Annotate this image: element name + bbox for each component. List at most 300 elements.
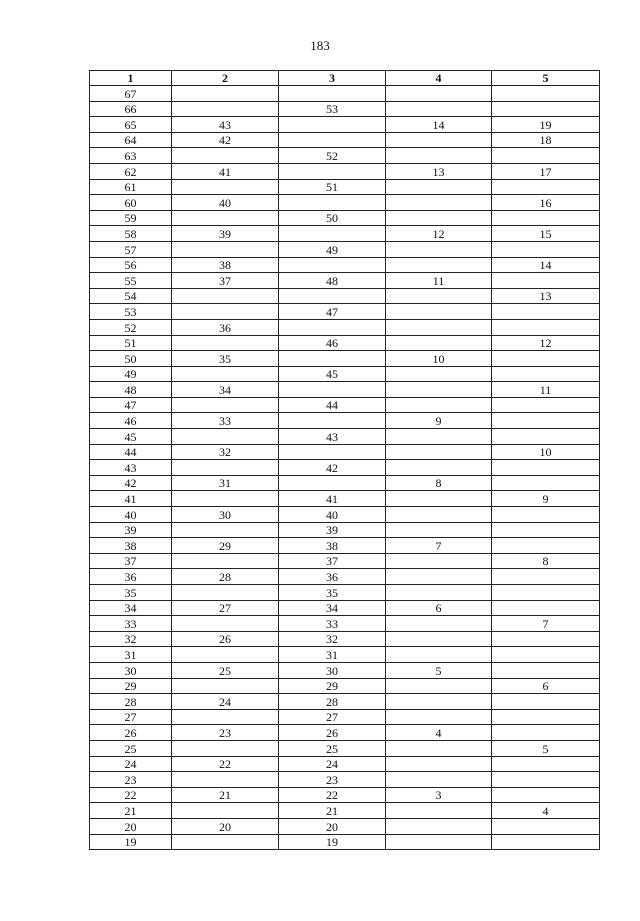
table-cell-col2: 37 (172, 273, 279, 289)
table-cell-col1: 58 (90, 226, 172, 242)
table-cell-col2 (172, 304, 279, 320)
table-cell-col5 (492, 662, 600, 678)
table-cell-col2 (172, 616, 279, 632)
table-cell-col4 (386, 210, 492, 226)
table-cell-col3: 27 (279, 709, 386, 725)
table-cell-col3 (279, 351, 386, 367)
table-cell-col5 (492, 101, 600, 117)
table-cell-col1: 33 (90, 616, 172, 632)
table-cell-col5: 6 (492, 678, 600, 694)
table-cell-col1: 65 (90, 117, 172, 133)
table-header (90, 71, 600, 86)
table-row (90, 647, 600, 663)
table-cell-col2 (172, 772, 279, 788)
table-cell-col2: 31 (172, 475, 279, 491)
table-cell-col4 (386, 444, 492, 460)
table-cell-col4 (386, 257, 492, 273)
table-cell-col1: 45 (90, 429, 172, 445)
table-cell-col4 (386, 195, 492, 211)
table-row (90, 382, 600, 398)
table-cell-col2 (172, 366, 279, 382)
table-row (90, 803, 600, 819)
table-cell-col4 (386, 335, 492, 351)
table-cell-col4 (386, 491, 492, 507)
table-row (90, 507, 600, 523)
table-row (90, 319, 600, 335)
table-row (90, 678, 600, 694)
table-cell-col4 (386, 319, 492, 335)
table-cell-col5 (492, 241, 600, 257)
table-cell-col4 (386, 101, 492, 117)
table-cell-col4: 5 (386, 662, 492, 678)
table-cell-col2: 28 (172, 569, 279, 585)
table-cell-col3 (279, 288, 386, 304)
page-number: 183 (310, 38, 330, 53)
table-cell-col5 (492, 273, 600, 289)
table-cell-col3: 35 (279, 585, 386, 601)
table-row (90, 460, 600, 476)
table-row (90, 413, 600, 429)
table-cell-col3 (279, 444, 386, 460)
table-cell-col2: 32 (172, 444, 279, 460)
table-cell-col5: 15 (492, 226, 600, 242)
table-cell-col1: 21 (90, 803, 172, 819)
table-cell-col3 (279, 226, 386, 242)
table-cell-col5 (492, 148, 600, 164)
table-cell-col5 (492, 569, 600, 585)
table-cell-col5 (492, 631, 600, 647)
table-cell-col3: 49 (279, 241, 386, 257)
table-cell-col4: 7 (386, 538, 492, 554)
table-cell-col4: 6 (386, 600, 492, 616)
table-row (90, 132, 600, 148)
table-cell-col4: 13 (386, 163, 492, 179)
table-cell-col2: 36 (172, 319, 279, 335)
table-cell-col1: 62 (90, 163, 172, 179)
table-cell-col3: 32 (279, 631, 386, 647)
table-cell-col5 (492, 818, 600, 834)
table-cell-col2 (172, 585, 279, 601)
table-cell-col5: 19 (492, 117, 600, 133)
table-cell-col3: 21 (279, 803, 386, 819)
table-cell-col1: 56 (90, 257, 172, 273)
table-cell-col3 (279, 86, 386, 102)
table-cell-col3 (279, 195, 386, 211)
column-header-1: 1 (90, 71, 172, 86)
table-cell-col1: 67 (90, 86, 172, 102)
table-cell-col2 (172, 429, 279, 445)
column-header-2: 2 (172, 71, 279, 86)
table-cell-col3: 28 (279, 694, 386, 710)
table-cell-col1: 20 (90, 818, 172, 834)
table-row (90, 491, 600, 507)
table-row (90, 351, 600, 367)
table-cell-col3: 33 (279, 616, 386, 632)
table-cell-col1: 52 (90, 319, 172, 335)
table-row (90, 335, 600, 351)
table-cell-col3: 48 (279, 273, 386, 289)
table-cell-col1: 36 (90, 569, 172, 585)
table-cell-col4 (386, 460, 492, 476)
table-cell-col4 (386, 553, 492, 569)
table-cell-col1: 43 (90, 460, 172, 476)
table-cell-col4 (386, 803, 492, 819)
data-table (89, 70, 600, 850)
table-row (90, 787, 600, 803)
table-cell-col5: 8 (492, 553, 600, 569)
table-row (90, 585, 600, 601)
table-cell-col5 (492, 647, 600, 663)
table-row (90, 366, 600, 382)
table-row (90, 179, 600, 195)
table-cell-col1: 32 (90, 631, 172, 647)
table-cell-col2: 30 (172, 507, 279, 523)
table-cell-col1: 26 (90, 725, 172, 741)
table-cell-col1: 22 (90, 787, 172, 803)
table-cell-col4 (386, 631, 492, 647)
table-row (90, 709, 600, 725)
table-row (90, 600, 600, 616)
table-cell-col3 (279, 475, 386, 491)
table-cell-col1: 63 (90, 148, 172, 164)
table-cell-col4 (386, 834, 492, 850)
table-cell-col3 (279, 319, 386, 335)
table-row (90, 694, 600, 710)
table-cell-col3: 36 (279, 569, 386, 585)
table-cell-col4 (386, 132, 492, 148)
table-container (89, 70, 599, 850)
table-cell-col1: 35 (90, 585, 172, 601)
table-row (90, 756, 600, 772)
table-cell-col2: 23 (172, 725, 279, 741)
table-cell-col3: 46 (279, 335, 386, 351)
table-cell-col1: 42 (90, 475, 172, 491)
table-cell-col5 (492, 319, 600, 335)
table-cell-col2: 24 (172, 694, 279, 710)
table-cell-col3: 53 (279, 101, 386, 117)
table-row (90, 226, 600, 242)
table-cell-col2 (172, 179, 279, 195)
table-row (90, 397, 600, 413)
table-cell-col4 (386, 304, 492, 320)
table-row (90, 273, 600, 289)
table-cell-col1: 48 (90, 382, 172, 398)
table-cell-col3: 23 (279, 772, 386, 788)
table-cell-col4 (386, 740, 492, 756)
table-cell-col5 (492, 475, 600, 491)
table-cell-col4 (386, 616, 492, 632)
table-cell-col3: 34 (279, 600, 386, 616)
table-cell-col4 (386, 585, 492, 601)
table-cell-col5 (492, 787, 600, 803)
table-cell-col1: 46 (90, 413, 172, 429)
table-cell-col3: 31 (279, 647, 386, 663)
table-cell-col2 (172, 491, 279, 507)
table-cell-col3: 45 (279, 366, 386, 382)
table-cell-col4 (386, 507, 492, 523)
table-cell-col2: 34 (172, 382, 279, 398)
table-cell-col3 (279, 117, 386, 133)
table-cell-col2: 35 (172, 351, 279, 367)
table-row (90, 553, 600, 569)
table-cell-col3 (279, 132, 386, 148)
table-cell-col3: 37 (279, 553, 386, 569)
table-cell-col3 (279, 382, 386, 398)
table-cell-col2 (172, 709, 279, 725)
table-cell-col2: 41 (172, 163, 279, 179)
table-cell-col3: 39 (279, 522, 386, 538)
table-cell-col1: 41 (90, 491, 172, 507)
table-cell-col5 (492, 429, 600, 445)
table-cell-col2: 42 (172, 132, 279, 148)
table-cell-col2 (172, 834, 279, 850)
table-cell-col2: 20 (172, 818, 279, 834)
table-cell-col5 (492, 834, 600, 850)
table-cell-col4 (386, 86, 492, 102)
table-cell-col2 (172, 210, 279, 226)
table-cell-col1: 23 (90, 772, 172, 788)
table-cell-col3: 42 (279, 460, 386, 476)
table-row (90, 834, 600, 850)
table-cell-col5: 4 (492, 803, 600, 819)
table-cell-col3: 26 (279, 725, 386, 741)
table-cell-col2: 39 (172, 226, 279, 242)
table-cell-col4: 3 (386, 787, 492, 803)
table-cell-col5: 16 (492, 195, 600, 211)
table-row (90, 101, 600, 117)
table-cell-col3 (279, 257, 386, 273)
table-cell-col4 (386, 397, 492, 413)
table-row (90, 818, 600, 834)
table-cell-col1: 44 (90, 444, 172, 460)
table-cell-col5 (492, 725, 600, 741)
table-cell-col1: 25 (90, 740, 172, 756)
table-cell-col5 (492, 600, 600, 616)
table-cell-col1: 55 (90, 273, 172, 289)
table-cell-col5 (492, 585, 600, 601)
table-cell-col5 (492, 397, 600, 413)
table-cell-col3: 44 (279, 397, 386, 413)
column-header-5: 5 (492, 71, 600, 86)
table-cell-col3: 24 (279, 756, 386, 772)
header-row (90, 71, 600, 86)
table-cell-col2: 26 (172, 631, 279, 647)
table-cell-col2 (172, 803, 279, 819)
table-row (90, 86, 600, 102)
table-cell-col4: 8 (386, 475, 492, 491)
table-cell-col4 (386, 818, 492, 834)
table-cell-col1: 53 (90, 304, 172, 320)
table-cell-col2 (172, 522, 279, 538)
table-row (90, 444, 600, 460)
table-cell-col3: 30 (279, 662, 386, 678)
table-cell-col5: 12 (492, 335, 600, 351)
table-cell-col2 (172, 288, 279, 304)
table-cell-col5 (492, 522, 600, 538)
table-cell-col4 (386, 756, 492, 772)
table-cell-col5: 5 (492, 740, 600, 756)
table-cell-col5 (492, 709, 600, 725)
table-cell-col3: 38 (279, 538, 386, 554)
table-cell-col2 (172, 678, 279, 694)
table-cell-col4 (386, 429, 492, 445)
table-cell-col1: 40 (90, 507, 172, 523)
table-cell-col4 (386, 678, 492, 694)
table-cell-col4 (386, 366, 492, 382)
table-cell-col4 (386, 288, 492, 304)
table-cell-col2 (172, 241, 279, 257)
table-cell-col5: 18 (492, 132, 600, 148)
table-cell-col4 (386, 709, 492, 725)
table-cell-col4: 14 (386, 117, 492, 133)
table-cell-col4 (386, 772, 492, 788)
table-cell-col5 (492, 413, 600, 429)
table-row (90, 148, 600, 164)
table-row (90, 195, 600, 211)
table-cell-col2: 25 (172, 662, 279, 678)
table-cell-col4 (386, 179, 492, 195)
table-cell-col1: 47 (90, 397, 172, 413)
table-cell-col2: 22 (172, 756, 279, 772)
table-cell-col3: 40 (279, 507, 386, 523)
table-cell-col2 (172, 397, 279, 413)
table-cell-col1: 34 (90, 600, 172, 616)
table-row (90, 304, 600, 320)
table-cell-col5 (492, 366, 600, 382)
table-cell-col5: 9 (492, 491, 600, 507)
table-cell-col1: 39 (90, 522, 172, 538)
table-cell-col2: 29 (172, 538, 279, 554)
table-cell-col3 (279, 163, 386, 179)
table-row (90, 725, 600, 741)
table-cell-col1: 51 (90, 335, 172, 351)
table-row (90, 475, 600, 491)
table-cell-col4: 11 (386, 273, 492, 289)
table-row (90, 522, 600, 538)
table-cell-col1: 64 (90, 132, 172, 148)
table-cell-col5 (492, 756, 600, 772)
table-cell-col2 (172, 460, 279, 476)
table-cell-col4 (386, 382, 492, 398)
table-cell-col2 (172, 86, 279, 102)
table-cell-col1: 28 (90, 694, 172, 710)
table-row (90, 210, 600, 226)
table-cell-col3: 52 (279, 148, 386, 164)
table-row (90, 740, 600, 756)
table-cell-col1: 24 (90, 756, 172, 772)
table-cell-col2 (172, 740, 279, 756)
table-cell-col4 (386, 647, 492, 663)
table-cell-col1: 50 (90, 351, 172, 367)
table-cell-col1: 60 (90, 195, 172, 211)
table-cell-col1: 61 (90, 179, 172, 195)
table-row (90, 163, 600, 179)
table-cell-col3: 50 (279, 210, 386, 226)
table-cell-col5 (492, 460, 600, 476)
table-cell-col3: 47 (279, 304, 386, 320)
table-cell-col1: 31 (90, 647, 172, 663)
table-cell-col5 (492, 179, 600, 195)
table-cell-col3: 22 (279, 787, 386, 803)
table-cell-col2 (172, 148, 279, 164)
table-cell-col1: 38 (90, 538, 172, 554)
table-cell-col4 (386, 148, 492, 164)
column-header-3: 3 (279, 71, 386, 86)
table-row (90, 429, 600, 445)
table-cell-col1: 37 (90, 553, 172, 569)
table-cell-col3: 25 (279, 740, 386, 756)
table-cell-col4 (386, 694, 492, 710)
table-cell-col4 (386, 569, 492, 585)
table-cell-col5 (492, 507, 600, 523)
table-cell-col1: 29 (90, 678, 172, 694)
table-cell-col1: 49 (90, 366, 172, 382)
table-cell-col3: 19 (279, 834, 386, 850)
table-cell-col2: 33 (172, 413, 279, 429)
table-cell-col5 (492, 538, 600, 554)
table-cell-col2: 27 (172, 600, 279, 616)
table-cell-col1: 57 (90, 241, 172, 257)
table-cell-col5 (492, 351, 600, 367)
table-row (90, 117, 600, 133)
table-cell-col1: 66 (90, 101, 172, 117)
table-cell-col2: 21 (172, 787, 279, 803)
table-cell-col2 (172, 647, 279, 663)
table-cell-col2: 40 (172, 195, 279, 211)
table-row (90, 569, 600, 585)
table-cell-col5 (492, 210, 600, 226)
table-cell-col5: 7 (492, 616, 600, 632)
table-cell-col1: 27 (90, 709, 172, 725)
table-cell-col2: 38 (172, 257, 279, 273)
table-cell-col2 (172, 553, 279, 569)
table-body (90, 86, 600, 850)
table-row (90, 662, 600, 678)
table-cell-col5 (492, 694, 600, 710)
table-row (90, 538, 600, 554)
table-cell-col5: 13 (492, 288, 600, 304)
table-cell-col5 (492, 772, 600, 788)
table-row (90, 772, 600, 788)
table-cell-col2: 43 (172, 117, 279, 133)
column-header-4: 4 (386, 71, 492, 86)
table-cell-col3: 51 (279, 179, 386, 195)
table-cell-col5: 17 (492, 163, 600, 179)
table-cell-col1: 59 (90, 210, 172, 226)
table-cell-col5 (492, 86, 600, 102)
table-cell-col5: 10 (492, 444, 600, 460)
table-cell-col4: 10 (386, 351, 492, 367)
table-row (90, 288, 600, 304)
table-cell-col1: 19 (90, 834, 172, 850)
table-row (90, 616, 600, 632)
table-cell-col3: 43 (279, 429, 386, 445)
table-cell-col1: 30 (90, 662, 172, 678)
table-row (90, 631, 600, 647)
table-cell-col4: 12 (386, 226, 492, 242)
table-cell-col2 (172, 101, 279, 117)
table-row (90, 257, 600, 273)
table-row (90, 241, 600, 257)
table-cell-col5: 11 (492, 382, 600, 398)
table-cell-col3: 41 (279, 491, 386, 507)
table-cell-col4: 4 (386, 725, 492, 741)
table-cell-col2 (172, 335, 279, 351)
table-cell-col4: 9 (386, 413, 492, 429)
table-cell-col4 (386, 241, 492, 257)
table-cell-col3: 20 (279, 818, 386, 834)
table-cell-col3 (279, 413, 386, 429)
